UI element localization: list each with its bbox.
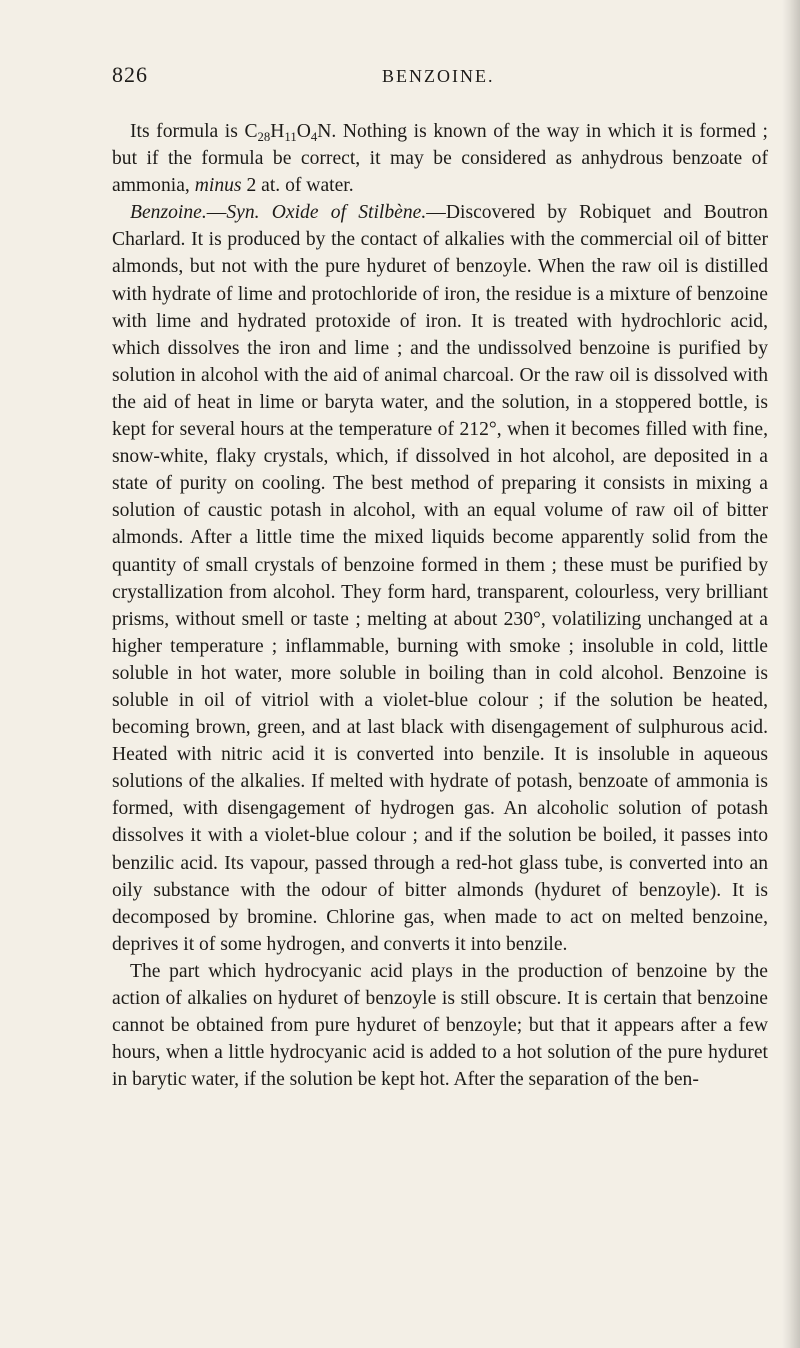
body-text — [112, 118, 768, 1093]
page-number: 826 — [112, 62, 148, 87]
page-header — [112, 62, 768, 100]
paragraph-formula — [112, 118, 768, 199]
italic-word: minus — [194, 175, 242, 197]
paragraph-text: —Discovered by Robiquet and Boutron Charlard. It is produced by the contact of alkalies with the commercial oil of bitter almonds, but not with the pure hyduret of benzoyle. When the raw oil is distilled with hydrate of lime and protochloride of iron, the residue is a mixture of benzoine with lime and hydrated protoxide of iron. It is treated with hydrochloric acid, which dissolves the iron and lime ; and the undissolved benzoine is purified by solution in alcohol with the aid of animal charcoal. Or the raw oil is dissolved with the aid of heat in lime or baryta water, and the solution, in a stoppered bottle, is kept for several hours at the temperature of 212°, when it becomes filled with fine, snow-white, flaky crystals, which, if dissolved in hot alcohol, are deposited in a state of purity on cooling. The best method of preparing it consists in mixing a solution of caustic potash in alcohol, with an equal volume of raw oil of bitter almonds. After a little time the mixed liquids become apparently solid from the quantity of small crystals of benzoine formed in them ; these must be purified by crystallization from alcohol. They form hard, transparent, colourless, very brilliant prisms, without smell or taste ; melting at about 230°, volatilizing unchanged at a higher temperature ; inflammable, burning with smoke ; insoluble in cold, little soluble in hot water, more soluble in boiling than in cold alcohol. Benzoine is soluble in oil of vitriol with a violet-blue colour ; if the solution be heated, becoming brown, green, and at last black with disengagement of sulphurous acid. Heated with nitric acid it is converted into benzile. It is insoluble in aqueous solutions of the alkalies. If melted with hydrate of potash, benzoate of ammonia is formed, with disengagement of hydrogen gas. An alcoholic solution of potash dissolves it with a violet-blue colour ; and if the solution be boiled, it passes into benzilic acid. Its vapour, passed through a red-hot glass tube, is converted into an oily substance with the odour of bitter almonds (hyduret of benzoyle). It is decomposed by bromine. Chlorine gas, when made to act on melted benzoine, deprives it of some hydrogen, and converts it into benzile. — [112, 202, 768, 955]
text-run: 2 at. of water. — [241, 175, 354, 197]
subscript: 11 — [284, 129, 297, 144]
paragraph-benzoine — [112, 199, 768, 958]
dash: — — [206, 202, 227, 224]
paragraph-hydrocyanic — [112, 958, 768, 1093]
subscript: 4 — [310, 129, 318, 144]
paragraph-text: The part which hydrocyanic acid plays in the production of benzoine by the action of alkalies on hyduret of benzoyle is still obscure. It is certain that benzoine cannot be obtained from pure hyduret of benzoyle; but that it appears after a few hours, when a little hydrocyanic acid is added to a hot solution of the pure hyduret in barytic water, if the solution be kept hot. After the separation of the ben- — [112, 960, 768, 1091]
synonym: Syn. Oxide of Stilbène. — [226, 202, 427, 224]
text-run: Its formula is C — [130, 121, 258, 142]
text-run: H — [270, 121, 285, 142]
text-run: N. Nothing is known of the way in which it is formed ; but if the formula be correct, it may be considered as anhydrous benzoate of ammonia, — [112, 121, 768, 197]
entry-term: Benzoine. — [130, 202, 207, 224]
running-head: BENZOINE. — [382, 66, 495, 86]
subscript: 28 — [257, 129, 271, 144]
text-run: O — [296, 121, 311, 142]
